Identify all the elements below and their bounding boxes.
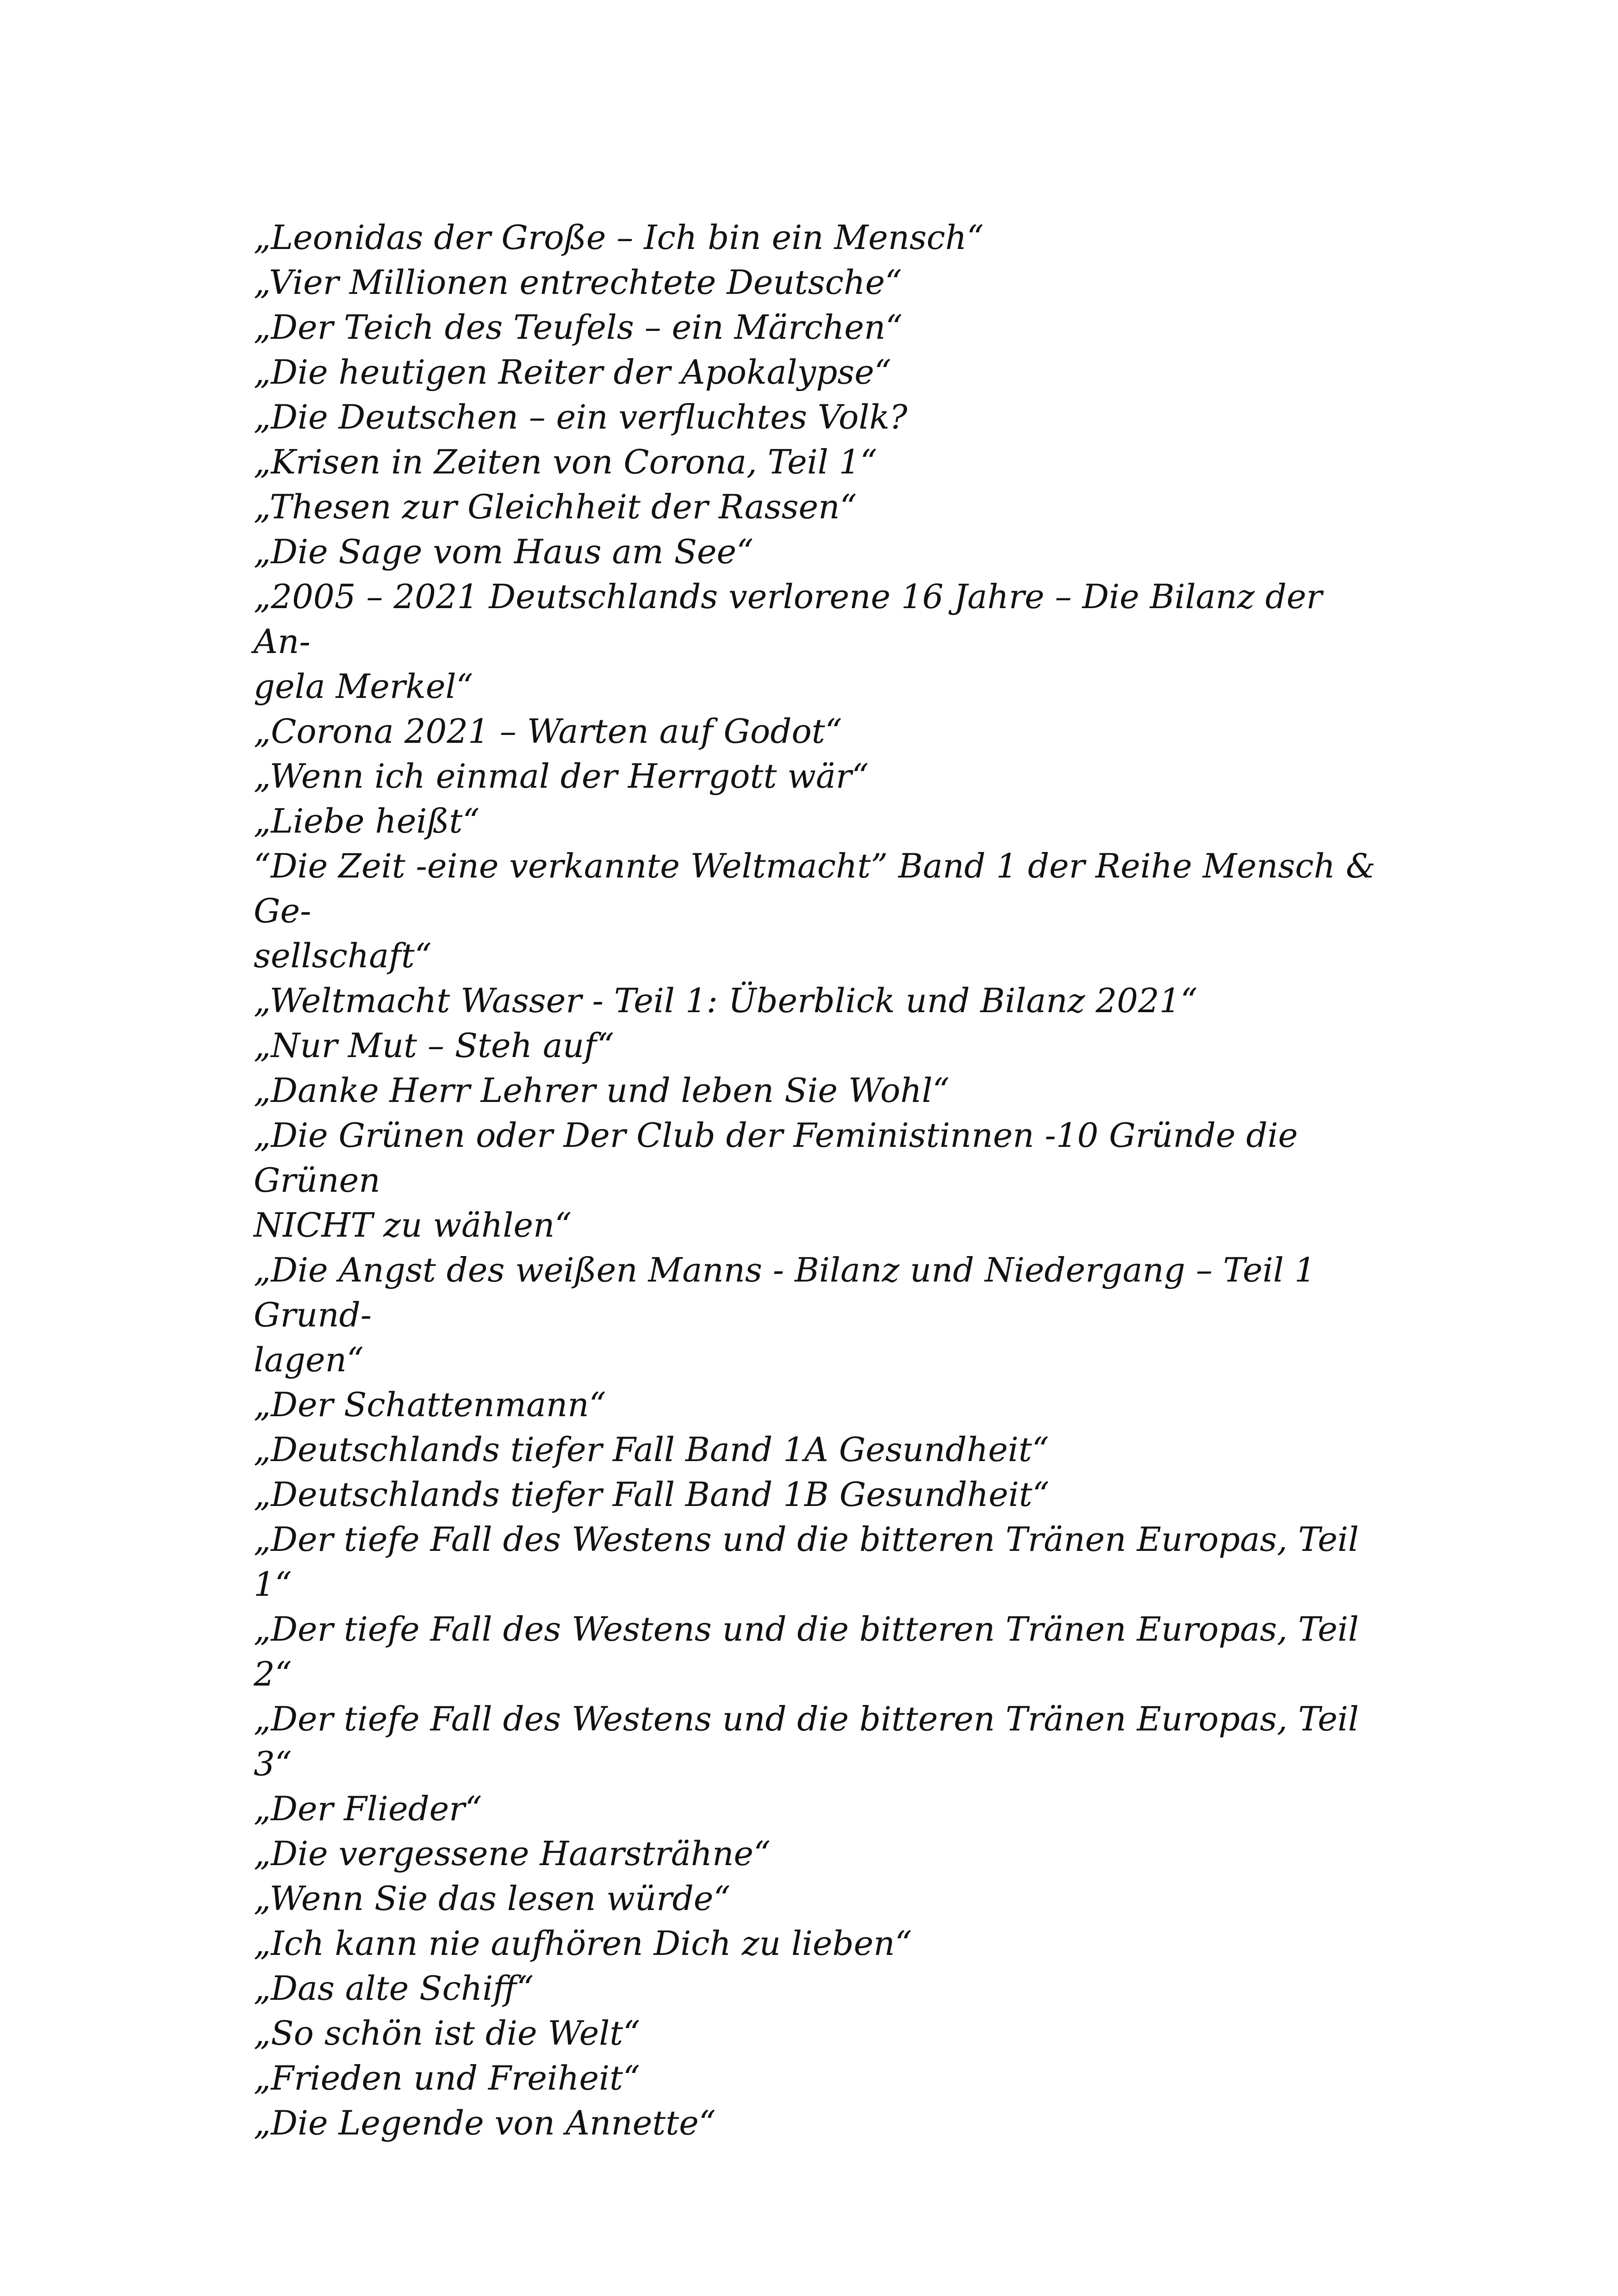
- list-item: „Die Sage vom Haus am See“: [254, 532, 753, 571]
- list-item: „Die Grünen oder Der Club der Feministinnen -10 Gründe die Grünen NICHT zu wählen“: [254, 1116, 1298, 1244]
- list-item: „Leonidas der Große – Ich bin ein Mensch“: [254, 218, 984, 257]
- list-item: „Die Deutschen – ein verfluchtes Volk?: [254, 398, 908, 436]
- list-item: „Die Angst des weißen Manns - Bilanz und Niedergang – Teil 1 Grund- lagen“: [254, 1251, 1316, 1379]
- list-item: “Die Zeit -eine verkannte Weltmacht” Band 1 der Reihe Mensch & Ge- sellschaft“: [254, 846, 1375, 975]
- list-item: „So schön ist die Welt“: [254, 2014, 641, 2053]
- list-item: „Thesen zur Gleichheit der Rassen“: [254, 487, 857, 526]
- list-item: „Die heutigen Reiter der Apokalypse“: [254, 353, 891, 392]
- book-title-list: [254, 215, 1383, 2146]
- list-item: „Krisen in Zeiten von Corona, Teil 1“: [254, 442, 877, 481]
- list-item: „Der Teich des Teufels – ein Märchen“: [254, 308, 902, 347]
- list-item: „Das alte Schiff“: [254, 1969, 534, 2008]
- list-item: „Deutschlands tiefer Fall Band 1B Gesundheit“: [254, 1475, 1050, 1514]
- list-item: „Der Flieder“: [254, 1789, 482, 1828]
- list-item: „Die Legende von Annette“: [254, 2103, 716, 2142]
- list-item: „Deutschlands tiefer Fall Band 1A Gesundheit“: [254, 1430, 1049, 1469]
- list-item: „Der tiefe Fall des Westens und die bitteren Tränen Europas, Teil 3“: [254, 1699, 1359, 1783]
- list-item: „2005 – 2021 Deutschlands verlorene 16 Jahre – Die Bilanz der An- gela Merkel“: [254, 577, 1322, 706]
- list-item: „Weltmacht Wasser - Teil 1: Überblick und Bilanz 2021“: [254, 981, 1198, 1020]
- list-item: „Frieden und Freiheit“: [254, 2059, 640, 2097]
- list-item: „Der Schattenmann“: [254, 1385, 606, 1424]
- list-item: „Ich kann nie aufhören Dich zu lieben“: [254, 1924, 912, 1963]
- list-item: „Der tiefe Fall des Westens und die bitteren Tränen Europas, Teil 1“: [254, 1520, 1359, 1604]
- list-item: „Der tiefe Fall des Westens und die bitteren Tränen Europas, Teil 2“: [254, 1610, 1359, 1693]
- list-item: „Danke Herr Lehrer und leben Sie Wohl“: [254, 1071, 950, 1110]
- list-item: „Vier Millionen entrechtete Deutsche“: [254, 263, 902, 302]
- list-item: „Die vergessene Haarsträhne“: [254, 1834, 771, 1873]
- list-item: „Nur Mut – Steh auf“: [254, 1026, 614, 1065]
- list-item: „Wenn ich einmal der Herrgott wär“: [254, 757, 869, 796]
- list-item: „Wenn Sie das lesen würde“: [254, 1879, 731, 1918]
- list-item: „Liebe heißt“: [254, 802, 480, 840]
- list-item: „Corona 2021 – Warten auf Godot“: [254, 712, 842, 751]
